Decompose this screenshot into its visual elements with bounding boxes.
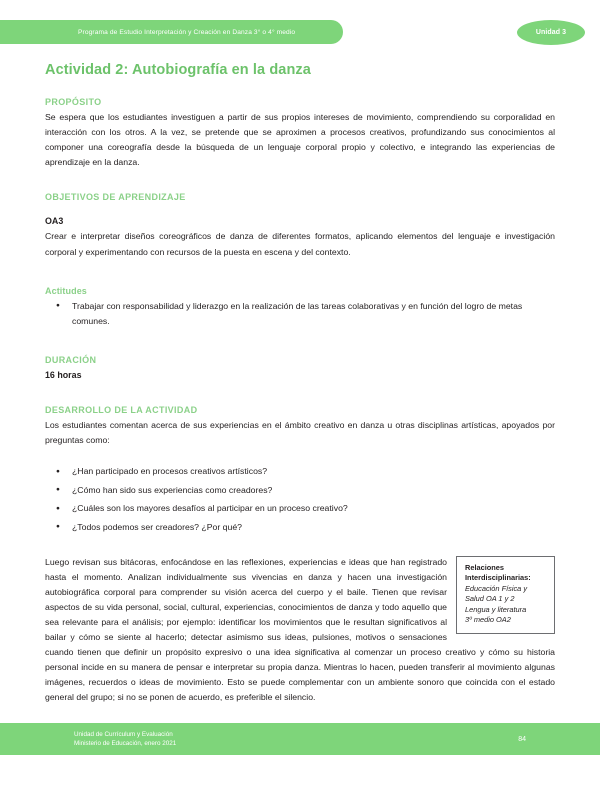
list-item: ● ¿Cómo han sido sus experiencias como creadores? — [45, 483, 555, 498]
page-header — [0, 20, 600, 44]
desarrollo-paragraph-1: Luego revisan sus bitácoras, enfocándose en las reflexiones, experiencias e ideas que han registrado hasta el momento. Analizan individualmente sus vivencias en danza y hacen una investigación autobiográfica corporal para comprender su visión acerca del cuerpo y el baile. Tienen que revisar aspectos de su vida personal, social, cultural, experiencias, conocimientos de danza y todo aquello que sea relevante para el análisis; por ejemplo: identificar los movimientos que le resultan significativos al bailar y cómo se siente al hacerlo; detectar asimismo sus ideas, pulsiones, motivos o sensaciones cuando tienen que definir un propósito expresivo o una idea significativa al comenzar un proceso creativo y cómo su historia personal incide en su manera de pensar e interpretar su propia danza. Mientras lo hacen, pueden transferir al movimiento algunas imágenes, recuerdos o ideas de movimiento. Esto se puede complementar con un ambiente sonoro que coincida con el estado general del grupo; si no se ponen de acuerdo, es preferible el silencio. — [45, 556, 555, 703]
footer-line-2: Ministerio de Educación, enero 2021 — [74, 740, 177, 747]
relaciones-box-line: Salud OA 1 y 2 — [465, 594, 515, 604]
desarrollo-question-list — [45, 464, 555, 535]
relaciones-box-line: 3º medio OA2 — [465, 615, 511, 625]
desarrollo-intro-paragraph: Los estudiantes comentan acerca de sus experiencias en el ámbito creativo en danza u otras disciplinas artísticas, apoyados por preguntas como: — [45, 419, 555, 446]
proposito-paragraph: Se espera que los estudiantes investiguen a partir de sus propios intereses de movimiento, comprendiendo su corporalidad en interacción con los otros. A la vez, se pretende que se aproximen a procesos creativos, profundizando sus conocimientos al componer una coreografía desde la búsqueda de un lenguaje corporal propio y colectivo, e integrando las experiencias de aprendizaje en la danza. — [45, 112, 555, 168]
desarrollo-body — [45, 555, 555, 706]
objetivo-paragraph: Crear e interpretar diseños coreográficos de danza de diferentes formatos, aplicando elementos del lenguaje e investigación corporal y experimentando con recursos de la puesta en escena y del contexto. — [45, 231, 555, 257]
relaciones-box-title-line-2: Interdisciplinarias: — [465, 573, 531, 583]
page-number: 84 — [518, 735, 526, 743]
duracion-value: 16 horas — [45, 369, 82, 380]
footer-institution — [74, 730, 176, 749]
section-heading-duracion: DURACIÓN — [45, 354, 97, 365]
objetivo-code: OA3 — [45, 216, 64, 227]
section-heading-objetivos: OBJETIVOS DE APRENDIZAJE — [45, 192, 186, 203]
section-heading-desarrollo: DESARROLLO DE LA ACTIVIDAD — [45, 404, 198, 415]
footer-line-1: Unidad de Currículum y Evaluación — [74, 730, 173, 738]
relaciones-box-line: Lengua y literatura — [465, 604, 527, 614]
unit-badge — [517, 20, 585, 45]
page-footer — [0, 723, 600, 755]
activity-title: Actividad 2: Autobiografía en la danza — [45, 62, 311, 78]
relaciones-box-line: Educación Física y — [465, 583, 528, 593]
section-heading-actitudes: Actitudes — [45, 285, 87, 296]
section-heading-proposito: PROPÓSITO — [45, 97, 102, 107]
list-item: ● ¿Todos podemos ser creadores? ¿Por qué? — [45, 520, 555, 535]
document-content — [45, 62, 555, 705]
unit-badge-label: Unidad 3 — [535, 29, 567, 36]
relaciones-interdisciplinarias-box — [456, 556, 555, 635]
program-title-text: Programa de Estudio Interpretación y Creación en Danza 3° o 4° medio — [78, 28, 296, 36]
actitudes-list — [45, 299, 555, 329]
relaciones-box-title-line-1: Relaciones — [465, 562, 505, 572]
list-item: ● Trabajar con responsabilidad y liderazgo en la realización de las tareas colaborativas y en función del logro de metas comunes. — [45, 299, 555, 329]
list-item: ● ¿Cuáles son los mayores desafíos al participar en un proceso creativo? — [45, 501, 555, 516]
list-item: ● ¿Han participado en procesos creativos artísticos? — [45, 464, 555, 479]
program-title-bar — [0, 20, 343, 44]
